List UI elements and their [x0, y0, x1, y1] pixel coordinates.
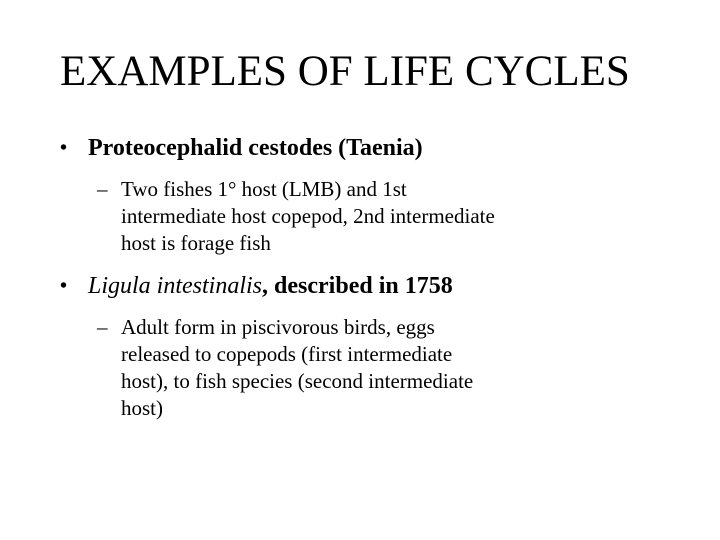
- sub-bullet-line: intermediate host copepod, 2nd intermediate: [121, 204, 495, 228]
- sub-bullet-marker: –: [97, 315, 108, 339]
- sub-bullet-line: host), to fish species (second intermediate: [121, 369, 474, 393]
- bullet-text-rest: , described in 1758: [262, 273, 453, 299]
- bullet-text-italic: Ligula intestinalis: [88, 273, 263, 299]
- bullet-marker: •: [60, 137, 68, 159]
- sub-bullet-marker: –: [97, 177, 108, 201]
- sub-bullet-text: [121, 176, 495, 257]
- sub-bullet-line: host): [121, 396, 163, 420]
- sub-bullet-text: [121, 314, 473, 422]
- sub-bullet-line: host is forage fish: [121, 231, 271, 255]
- bullet-marker: •: [60, 275, 68, 297]
- bullet-text: Proteocephalid cestodes (Taenia): [88, 135, 423, 161]
- sub-bullet-line: Two fishes 1° host (LMB) and 1st: [121, 177, 407, 201]
- sub-bullet-line: released to copepods (first intermediate: [121, 342, 453, 366]
- slide-title: EXAMPLES OF LIFE CYCLES: [60, 48, 630, 95]
- sub-bullet-line: Adult form in piscivorous birds, eggs: [121, 315, 435, 339]
- bullet-text: [88, 271, 453, 301]
